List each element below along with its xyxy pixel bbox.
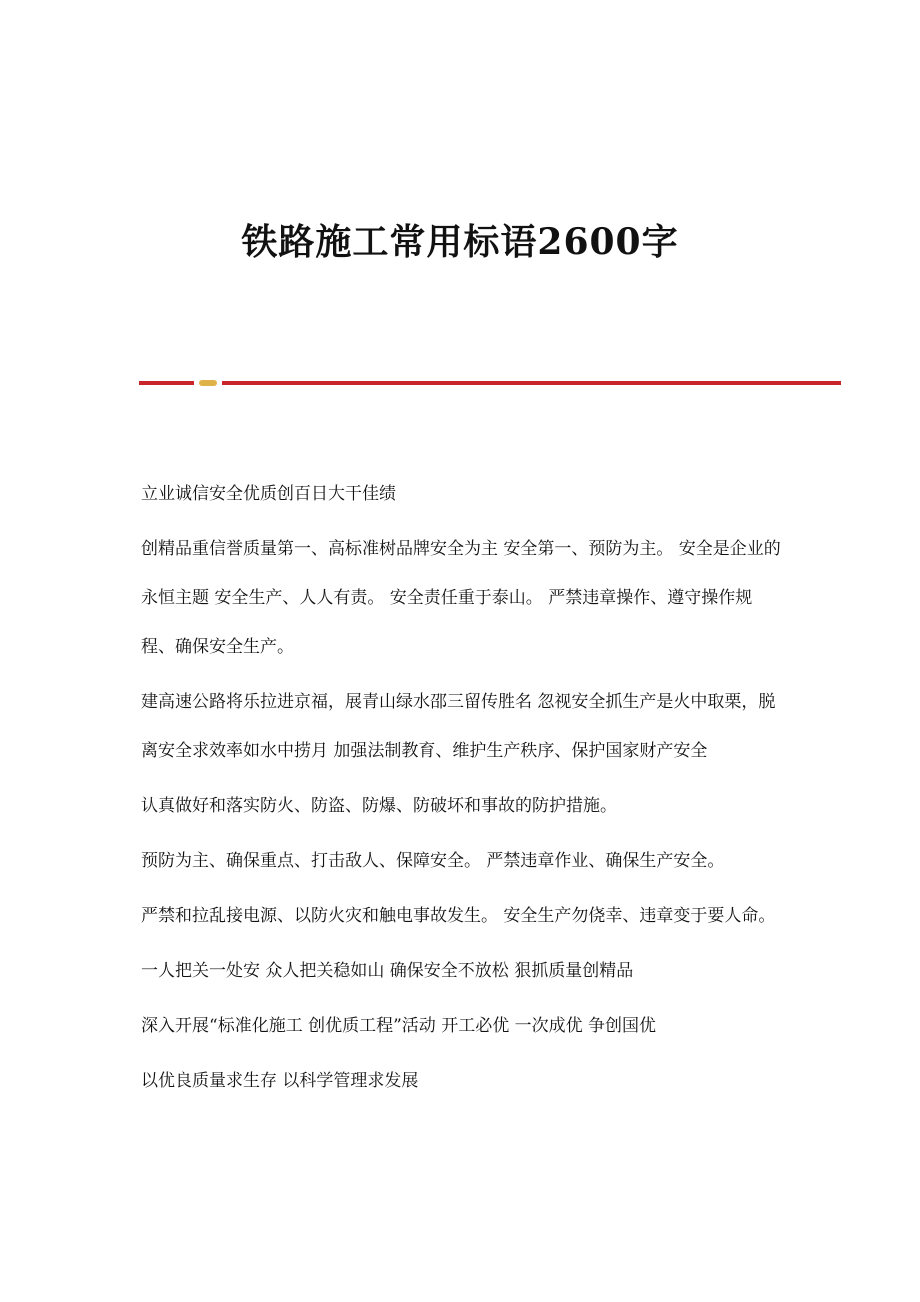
paragraph: 立业诚信安全优质创百日大干佳绩 — [141, 484, 396, 504]
paragraph: 深入开展“标准化施工 创优质工程”活动 开工必优 一次成优 争创国优 — [141, 1016, 656, 1036]
divider-right-segment — [222, 381, 841, 385]
paragraph: 建高速公路将乐拉进京福，展青山绿水邵三留传胜名 忽视安全抓生产是火中取栗，脱离安全求效率如水中捞月 加强法制教育、维护生产秩序、保护国家财产安全 — [141, 692, 776, 761]
paragraph: 认真做好和落实防火、防盗、防爆、防破坏和事故的防护措施。 — [141, 796, 617, 816]
divider-ornament-icon — [199, 380, 217, 386]
document-body — [141, 470, 786, 1106]
paragraph: 创精品重信誉质量第一、高标准树品牌安全为主 安全第一、预防为主。 安全是企业的永恒主题 安全生产、人人有责。 安全责任重于泰山。 严禁违章操作、遵守操作规程、确保安全生产。 — [141, 539, 781, 657]
paragraph: 严禁和拉乱接电源、以防火灾和触电事故发生。 安全生产勿侥幸、违章变于要人命。 — [141, 906, 776, 926]
paragraph: 一人把关一处安 众人把关稳如山 确保安全不放松 狠抓质量创精品 — [141, 961, 634, 981]
title-divider — [139, 380, 841, 386]
paragraph: 以优良质量求生存 以科学管理求发展 — [141, 1071, 419, 1091]
divider-left-segment — [139, 381, 194, 385]
document-title: 铁路施工常用标语2600字 — [241, 221, 679, 263]
paragraph: 预防为主、确保重点、打击敌人、保障安全。 严禁违章作业、确保生产安全。 — [141, 851, 725, 871]
